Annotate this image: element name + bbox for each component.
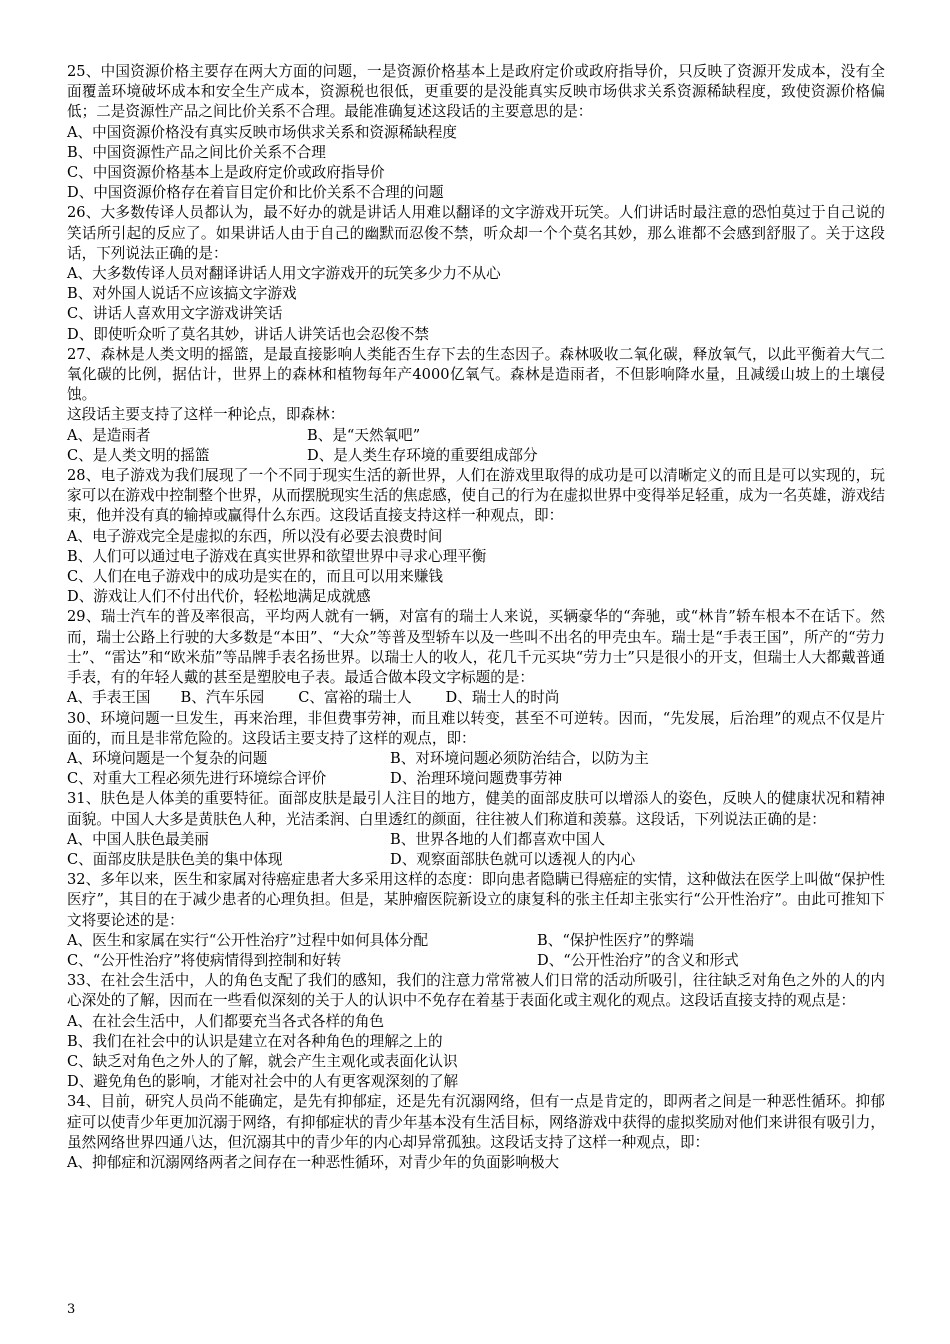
question-stem: 33、在社会生活中，人的角色支配了我们的感知，我们的注意力常常被人们日常的活动所吸引，往往缺乏对角色之外的人的内心深处的了解，因而在一些看似深刻的关于人的认识中不免存在着基于表面化或主观化的观点。这段话直接支持的观点是： — [67, 972, 885, 1010]
option-b: B、我们在社会中的认识是建立在对各种角色的理解之上的 — [67, 1032, 443, 1050]
document-page — [67, 62, 885, 1173]
option-a: A、在社会生活中，人们都要充当各式各样的角色 — [67, 1012, 385, 1030]
option-row — [67, 850, 885, 870]
question-stem: 25、中国资源价格主要存在两大方面的问题，一是资源价格基本上是政府定价或政府指导价，只反映了资源开发成本，没有全面覆盖环境破坏成本和安全生产成本，资源税也很低，更重要的是没能真实反映市场供求关系资源稀缺程度，致使资源价格偏低；二是资源性产品之间比价关系不合理。最能准确复述这段话的主要意思的是： — [67, 63, 885, 121]
question-32 — [67, 870, 885, 971]
question-25 — [67, 62, 885, 203]
question-26 — [67, 203, 885, 344]
question-stem: 34、目前，研究人员尚不能确定，是先有抑郁症，还是先有沉溺网络，但有一点是肯定的，即两者之间是一种恶性循环。抑郁症可以使青少年更加沉溺于网络，有抑郁症状的青少年基本没有生活目标，网络游戏中获得的虚拟奖励对他们来讲很有吸引力，虽然网络世界四通八达，但沉溺其中的青少年的内心却异常孤独。这段话支持了这样一种观点，即： — [67, 1093, 885, 1151]
option-row — [67, 426, 885, 446]
question-31 — [67, 789, 885, 870]
option-row — [67, 931, 885, 951]
question-34 — [67, 1092, 885, 1173]
question-stem: 28、电子游戏为我们展现了一个不同于现实生活的新世界，人们在游戏里取得的成功是可以清晰定义的而且是可以实现的，玩家可以在游戏中控制整个世界，从而摆脱现实生活的焦虑感，使自己的行为在虚拟世界中变得举足轻重，成为一名英雄，游戏结束，他并没有真的输掉或赢得什么东西。这段话直接支持这样一种观点，即： — [67, 467, 885, 525]
option-c: C、中国资源价格基本上是政府定价或政府指导价 — [67, 164, 385, 182]
option-c: C、对重大工程必须先进行环境综合评价 — [67, 770, 327, 788]
page-number: 3 — [67, 1302, 76, 1317]
option-c: C、缺乏对角色之外人的了解，就会产生主观化或表面化认识 — [67, 1052, 458, 1070]
option-a: A、电子游戏完全是虚拟的东西，所以没有必要去浪费时间 — [67, 527, 443, 545]
option-d: D、即使听众听了莫名其妙，讲话人讲笑话也会忍俊不禁 — [67, 325, 429, 343]
option-d: D、游戏让人们不付出代价，轻松地满足成就感 — [67, 588, 371, 606]
option-b: B、人们可以通过电子游戏在真实世界和欲望世界中寻求心理平衡 — [67, 547, 487, 565]
question-29 — [67, 607, 885, 708]
question-stem: 30、环境问题一旦发生，再来治理，非但费事劳神，而且难以转变，甚至不可逆转。因而，“先发展，后治理”的观点不仅是片面的，而且是非常危险的。这段话主要支持了这样的观点，即： — [67, 709, 885, 747]
option-a: A、抑郁症和沉溺网络两者之间存在一种恶性循环，对青少年的负面影响极大 — [67, 1153, 560, 1171]
question-28 — [67, 466, 885, 607]
option-a: A、环境问题是一个复杂的问题 — [67, 749, 268, 767]
option-a: A、中国人肤色最美丽 — [67, 830, 209, 848]
question-30 — [67, 709, 885, 790]
question-27 — [67, 345, 885, 466]
option-d: D、避免角色的影响，才能对社会中的人有更客观深刻的了解 — [67, 1073, 459, 1091]
option-b: B、汽车乐园 — [180, 689, 265, 707]
option-c: C、面部皮肤是肤色美的集中体现 — [67, 850, 283, 868]
option-c: C、是人类文明的摇篮 — [67, 446, 210, 464]
question-stem: 26、大多数传译人员都认为，最不好办的就是讲话人用难以翻译的文字游戏开玩笑。人们讲话时最注意的恐怕莫过于自己说的笑话所引起的反应了。如果讲话人由于自己的幽默而忍俊不禁，听众却一个个莫名其妙，那么谁都不会感到舒服了。关于这段话，下列说法正确的是： — [67, 204, 885, 262]
option-b: B、对外国人说话不应该搞文字游戏 — [67, 285, 297, 303]
option-c: C、“公开性治疗”将使病情得到控制和好转 — [67, 951, 342, 969]
option-c: C、人们在电子游戏中的成功是实在的，而且可以用来赚钱 — [67, 568, 444, 586]
option-row — [67, 769, 885, 789]
option-a: A、中国资源价格没有真实反映市场供求关系和资源稀缺程度 — [67, 123, 457, 141]
option-b: B、是“天然氧吧” — [307, 426, 421, 444]
question-stem: 29、瑞士汽车的普及率很高，平均两人就有一辆，对富有的瑞士人来说，买辆豪华的“奔驰，或“林肯”轿车根本不在话下。然而，瑞士公路上行驶的大多数是“本田”、“大众”等普及型轿车以及一些叫不出名的甲壳虫车。瑞士是“手表王国”，所产的“劳力士”、“雷达”和“欧米茄”等品牌手表名扬世界。以瑞士人的收人，花几千元买块“劳力士”只是很小的开支，但瑞士人大都戴普通手表，有的年轻人戴的甚至是塑胶电子表。最适合做本段文字标题的是： — [67, 608, 885, 687]
option-b: B、中国资源性产品之间比价关系不合理 — [67, 143, 326, 161]
option-c: C、讲话人喜欢用文字游戏讲笑话 — [67, 305, 283, 323]
option-row — [67, 688, 885, 708]
question-prompt: 这段话主要支持了这样一种论点，即森林： — [67, 406, 345, 424]
option-a: A、是造雨者 — [67, 426, 151, 444]
option-d: D、治理环境问题费事劳神 — [390, 770, 563, 788]
option-c: C、富裕的瑞士人 — [298, 689, 412, 707]
option-b: B、对环境问题必须防治结合，以防为主 — [390, 749, 649, 767]
option-row — [67, 749, 885, 769]
option-a: A、大多数传译人员对翻译讲话人用文字游戏开的玩笑多少力不从心 — [67, 265, 501, 283]
option-d: D、是人类生存环境的重要组成部分 — [307, 446, 538, 464]
option-d: D、观察面部肤色就可以透视人的内心 — [390, 850, 636, 868]
question-stem: 32、多年以来，医生和家属对待癌症患者大多采用这样的态度：即向患者隐瞒已得癌症的实情，这种做法在医学上叫做“保护性医疗”，其目的在于减少患者的心理负担。但是，某肿瘤医院新设立的康复科的张主任却主张实行“公开性治疗”。由此可推知下文将要论述的是： — [67, 871, 885, 929]
option-row — [67, 951, 885, 971]
option-row — [67, 446, 885, 466]
option-b: B、“保护性医疗”的弊端 — [537, 931, 694, 949]
question-stem: 31、肤色是人体美的重要特征。面部皮肤是最引人注目的地方，健美的面部皮肤可以增添人的姿色，反映人的健康状况和精神面貌。中国人大多是黄肤色人种，光洁柔润、白里透红的颜面，往往被人们称道和羡慕。这段话，下列说法正确的是： — [67, 790, 885, 828]
option-row — [67, 830, 885, 850]
option-d: D、瑞士人的时尚 — [445, 689, 560, 707]
question-stem: 27、森林是人类文明的摇篮，是最直接影响人类能否生存下去的生态因子。森林吸收二氧化碳，释放氧气，以此平衡着大气二氧化碳的比例，据估计，世界上的森林和植物每年产4000亿氧气。森林是造雨者，不但影响降水量，且减缓山坡上的土壤侵蚀。 — [67, 345, 885, 404]
question-33 — [67, 971, 885, 1092]
option-a: A、医生和家属在实行“公开性治疗”过程中如何具体分配 — [67, 931, 429, 949]
option-a: A、手表王国 — [67, 689, 151, 707]
option-d: D、中国资源价格存在着盲目定价和比价关系不合理的问题 — [67, 184, 444, 202]
option-d: D、“公开性治疗”的含义和形式 — [537, 951, 739, 969]
option-b: B、世界各地的人们都喜欢中国人 — [390, 830, 606, 848]
